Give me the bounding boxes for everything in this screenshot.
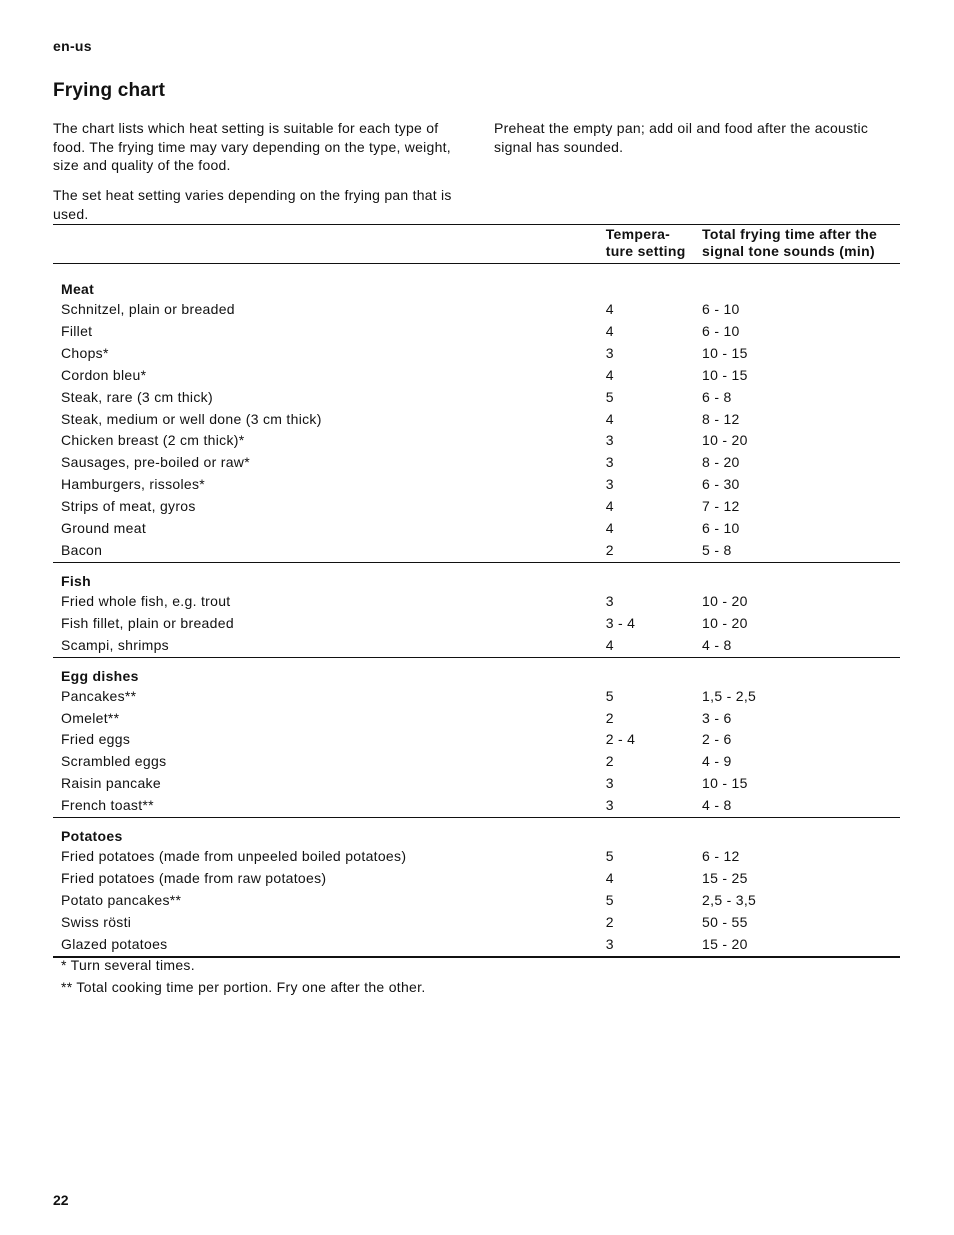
time-cell: 10 - 20 bbox=[702, 592, 748, 609]
time-cell: 7 - 12 bbox=[702, 498, 740, 515]
food-cell: Ground meat bbox=[61, 520, 147, 537]
empty-cell bbox=[702, 657, 900, 686]
group-title: Meat bbox=[61, 281, 95, 297]
temperature-cell: 2 bbox=[605, 709, 614, 726]
temperature-cell: 3 bbox=[606, 934, 702, 957]
temperature-cell: 2 bbox=[606, 540, 702, 562]
food-cell: Glazed potatoes bbox=[53, 934, 606, 957]
table-header-row bbox=[53, 225, 900, 264]
temperature-cell: 4 bbox=[605, 366, 614, 383]
temperature-cell: 4 bbox=[606, 635, 702, 657]
time-cell: 2 - 6 bbox=[702, 731, 732, 748]
temperature-cell: 5 bbox=[605, 388, 614, 405]
table-row bbox=[53, 452, 900, 474]
temperature-cell: 4 bbox=[605, 301, 614, 317]
food-cell: Sausages, pre-boiled or raw* bbox=[61, 454, 250, 471]
food-cell: Fried whole fish, e.g. trout bbox=[61, 592, 231, 609]
temperature-cell: 3 bbox=[605, 432, 614, 449]
group-header-row bbox=[53, 264, 900, 300]
food-cell: Steak, rare (3 cm thick) bbox=[61, 388, 213, 405]
table-row bbox=[53, 751, 900, 773]
food-cell: Steak, medium or well done (3 cm thick) bbox=[61, 410, 322, 427]
empty-cell bbox=[606, 562, 702, 591]
temperature-column-header bbox=[606, 225, 702, 264]
time-cell: 2,5 - 3,5 bbox=[702, 891, 757, 908]
time-cell: 6 - 12 bbox=[702, 848, 740, 865]
food-cell: Chops* bbox=[61, 344, 109, 361]
intro-paragraph-2: The set heat setting varies depending on the frying pan that is used. bbox=[53, 187, 452, 222]
empty-cell bbox=[702, 264, 900, 300]
time-cell: 6 - 10 bbox=[702, 520, 740, 537]
table-row bbox=[53, 890, 900, 912]
table-row bbox=[53, 934, 900, 957]
time-cell: 10 - 20 bbox=[702, 614, 748, 631]
temperature-cell: 5 bbox=[605, 891, 614, 908]
table-row bbox=[53, 496, 900, 518]
group-title: Egg dishes bbox=[61, 667, 139, 684]
time-cell: 3 - 6 bbox=[702, 709, 732, 726]
time-header-line2: signal tone sounds (min) bbox=[702, 243, 875, 259]
food-column-header bbox=[53, 225, 606, 264]
time-cell: 1,5 - 2,5 bbox=[702, 687, 757, 704]
food-cell: Cordon bleu* bbox=[61, 366, 147, 383]
table-row bbox=[53, 613, 900, 635]
time-cell: 6 - 10 bbox=[702, 322, 740, 339]
table-row bbox=[53, 635, 900, 657]
temperature-cell: 4 bbox=[605, 869, 614, 886]
time-cell: 50 - 55 bbox=[702, 913, 748, 930]
food-cell: Hamburgers, rissoles* bbox=[61, 476, 206, 493]
time-cell: 15 - 20 bbox=[702, 934, 900, 957]
time-cell: 5 - 8 bbox=[702, 540, 900, 562]
temperature-cell: 4 bbox=[605, 498, 614, 515]
food-cell: Potato pancakes** bbox=[61, 891, 182, 908]
group-header-row bbox=[53, 818, 900, 847]
food-cell: Strips of meat, gyros bbox=[61, 498, 196, 515]
food-cell: Scampi, shrimps bbox=[53, 635, 606, 657]
temperature-cell: 5 bbox=[605, 848, 614, 865]
table-row bbox=[53, 773, 900, 795]
time-cell: 8 - 20 bbox=[702, 454, 740, 471]
table-row bbox=[53, 846, 900, 868]
table-row bbox=[53, 299, 900, 321]
temperature-cell: 4 bbox=[605, 322, 614, 339]
table-row bbox=[53, 708, 900, 730]
table-row bbox=[53, 795, 900, 817]
time-cell: 4 - 9 bbox=[702, 753, 732, 770]
food-cell: Fried eggs bbox=[61, 731, 131, 748]
food-cell: French toast** bbox=[53, 795, 606, 817]
table-row bbox=[53, 912, 900, 934]
page-number: 22 bbox=[53, 1192, 69, 1208]
table-row bbox=[53, 540, 900, 562]
food-cell: Bacon bbox=[53, 540, 606, 562]
time-cell: 8 - 12 bbox=[702, 410, 740, 427]
temperature-cell: 2 bbox=[605, 913, 614, 930]
temperature-header-line2: ture setting bbox=[605, 243, 686, 259]
empty-cell bbox=[606, 818, 702, 847]
temperature-cell: 3 bbox=[605, 775, 614, 792]
food-cell: Chicken breast (2 cm thick)* bbox=[61, 432, 245, 449]
table-row bbox=[53, 591, 900, 613]
time-cell: 6 - 10 bbox=[702, 301, 740, 317]
table-row bbox=[53, 321, 900, 343]
table-row bbox=[53, 729, 900, 751]
table-row bbox=[53, 868, 900, 890]
group-title: Fish bbox=[61, 572, 91, 589]
language-code: en-us bbox=[53, 38, 92, 54]
food-cell: Fried potatoes (made from unpeeled boiled potatoes) bbox=[61, 848, 407, 865]
food-cell: Omelet** bbox=[61, 709, 120, 726]
table-row bbox=[53, 343, 900, 365]
time-cell: 4 - 8 bbox=[702, 635, 900, 657]
group-header-row bbox=[53, 562, 900, 591]
table-row bbox=[53, 387, 900, 409]
food-cell: Fillet bbox=[61, 322, 93, 339]
temperature-cell: 4 bbox=[605, 410, 614, 427]
food-cell: Fish fillet, plain or breaded bbox=[61, 614, 234, 631]
time-column-header bbox=[702, 225, 900, 264]
food-cell: Pancakes** bbox=[61, 687, 137, 704]
table-row bbox=[53, 686, 900, 708]
empty-cell bbox=[606, 264, 702, 300]
footnote-portion: ** Total cooking time per portion. Fry one after the other. bbox=[61, 979, 426, 995]
time-cell: 6 - 8 bbox=[702, 388, 732, 405]
group-header-row bbox=[53, 657, 900, 686]
food-cell: Fried potatoes (made from raw potatoes) bbox=[61, 869, 327, 886]
temperature-cell: 3 bbox=[606, 795, 702, 817]
table-row bbox=[53, 365, 900, 387]
table-body bbox=[53, 264, 900, 957]
empty-cell bbox=[606, 657, 702, 686]
food-cell: Schnitzel, plain or breaded bbox=[61, 301, 235, 317]
time-cell: 15 - 25 bbox=[702, 869, 748, 886]
table-row bbox=[53, 518, 900, 540]
time-header-line1: Total frying time after the bbox=[702, 226, 878, 242]
time-cell: 10 - 15 bbox=[702, 366, 748, 383]
table-row bbox=[53, 430, 900, 452]
frying-chart-table bbox=[53, 224, 900, 958]
temperature-cell: 4 bbox=[605, 520, 614, 537]
temperature-cell: 2 bbox=[605, 753, 614, 770]
time-cell: 10 - 20 bbox=[702, 432, 748, 449]
temperature-header-line1: Tempera- bbox=[605, 226, 671, 242]
time-cell: 10 - 15 bbox=[702, 344, 748, 361]
time-cell: 4 - 8 bbox=[702, 795, 900, 817]
table-row bbox=[53, 409, 900, 431]
table-row bbox=[53, 474, 900, 496]
footnote-turn: * Turn several times. bbox=[61, 957, 195, 973]
temperature-cell: 3 bbox=[605, 476, 614, 493]
time-cell: 6 - 30 bbox=[702, 476, 740, 493]
food-cell: Scrambled eggs bbox=[61, 753, 167, 770]
temperature-cell: 3 bbox=[605, 454, 614, 471]
temperature-cell: 3 bbox=[605, 344, 614, 361]
footnotes bbox=[61, 956, 426, 1000]
intro-paragraph-1: The chart lists which heat setting is suitable for each type of food. The frying time may vary depending on the type, weight, size and quality of the food. bbox=[53, 120, 451, 173]
page-title: Frying chart bbox=[53, 80, 166, 101]
temperature-cell: 5 bbox=[605, 687, 614, 704]
food-cell: Raisin pancake bbox=[61, 775, 161, 792]
empty-cell bbox=[702, 818, 900, 847]
temperature-cell: 3 - 4 bbox=[605, 614, 636, 631]
empty-cell bbox=[702, 562, 900, 591]
intro-paragraph-3: Preheat the empty pan; add oil and food after the acoustic signal has sounded. bbox=[494, 120, 869, 155]
group-title: Potatoes bbox=[61, 828, 123, 845]
food-cell: Swiss rösti bbox=[61, 913, 132, 930]
temperature-cell: 3 bbox=[605, 592, 614, 609]
temperature-cell: 2 - 4 bbox=[605, 731, 636, 748]
time-cell: 10 - 15 bbox=[702, 775, 748, 792]
